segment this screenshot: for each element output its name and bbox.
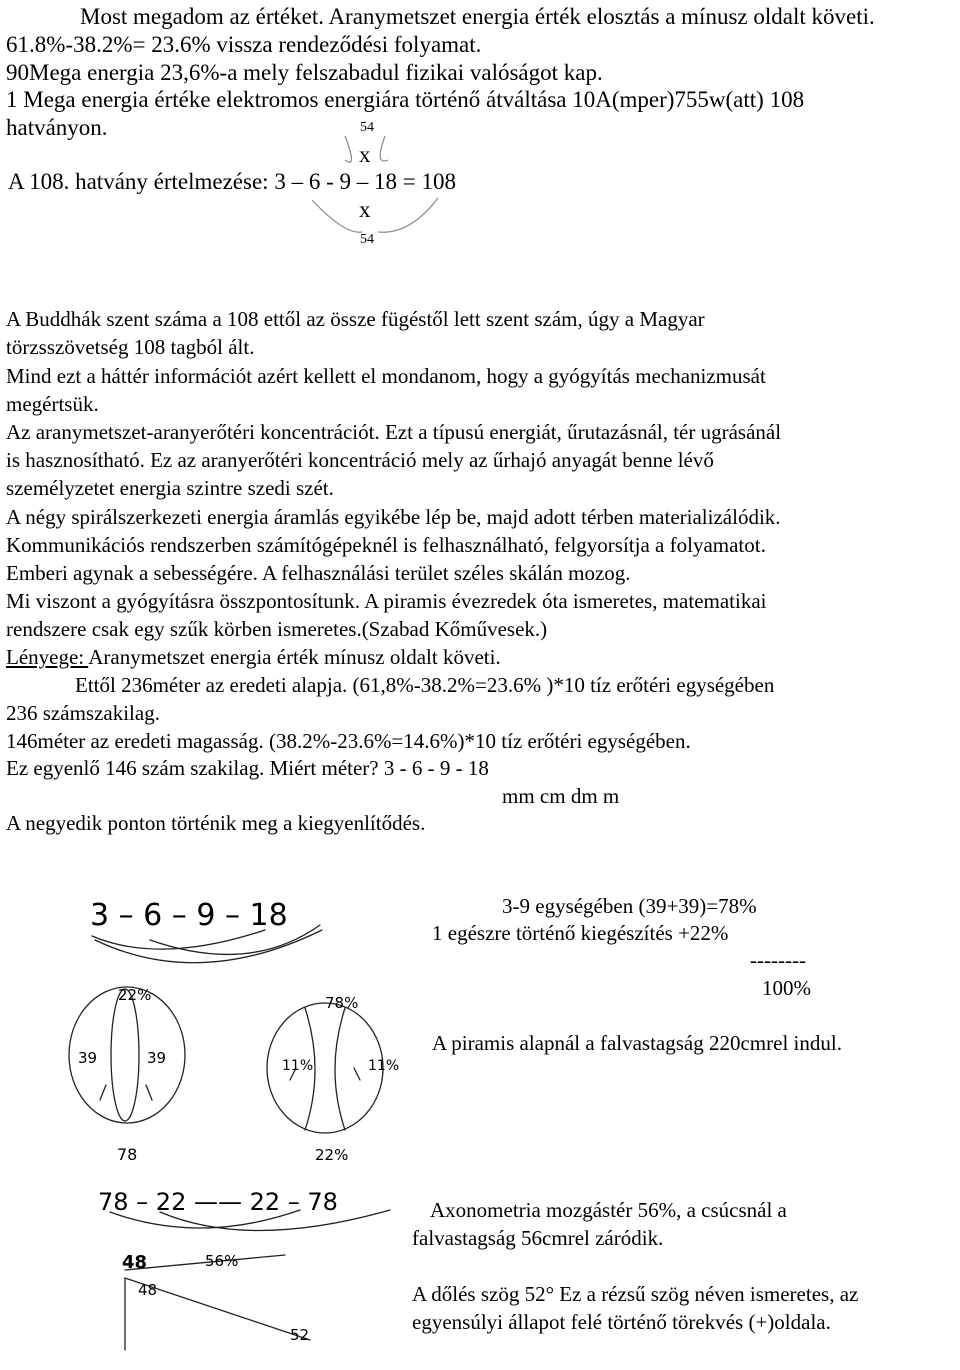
sketch-label: 48: [138, 1281, 158, 1299]
text-line: rendszere csak egy szűk körben ismeretes.(Szabad Kőművesek.): [6, 617, 548, 641]
text-line: 90Mega energia 23,6%-a mely felszabadul fizikai valóságot kap.: [6, 60, 603, 85]
text-line: 236 számszakilag.: [6, 701, 160, 725]
text-line: A dőlés szög 52° Ez a rézsű szög néven ismeretes, az: [412, 1282, 859, 1306]
text-line: Axonometria mozgástér 56%, a csúcsnál a: [430, 1198, 787, 1222]
divider-dashes: --------: [750, 948, 806, 972]
sketch-label: 78: [117, 1145, 138, 1164]
sketch-row: 78 – 22 —— 22 – 78: [98, 1188, 338, 1216]
text-line: falvastagság 56cmrel záródik.: [412, 1226, 664, 1250]
sketch-label: 52: [290, 1326, 310, 1344]
text-line: A Buddhák szent száma a 108 ettől az össze fügéstől lett szent szám, úgy a Magyar: [6, 307, 705, 331]
text-line: hatványon.: [6, 115, 108, 140]
sketch-label: 11%: [368, 1058, 400, 1074]
text-line: Ez egyenlő 146 szám szakilag. Miért méter? 3 - 6 - 9 - 18: [6, 756, 489, 780]
text-fragment: Aranymetszet energia érték mínusz oldalt követi.: [88, 645, 501, 669]
text-line: Ettől 236méter az eredeti alapja. (61,8%-38.2%=23.6% )*10 tíz erőtéri egységében: [75, 673, 775, 697]
text-line: 61.8%-38.2%= 23.6% vissza rendeződési folyamat.: [6, 32, 482, 57]
formula-top-number: 54: [360, 120, 374, 135]
formula-bottom-number: 54: [360, 232, 374, 247]
text-line: egyensúlyi állapot felé történő törekvés (+)oldala.: [412, 1310, 831, 1334]
text-line: törzsszövetség 108 tagból ált.: [6, 335, 255, 359]
sketch-label: 22%: [315, 1146, 349, 1164]
text-line: 1 Mega energia értéke elektromos energiára történő átváltása 10A(mper)755w(att) 108: [6, 87, 805, 112]
sketch-label: 11%: [282, 1058, 314, 1074]
formula-multiply: x: [359, 197, 371, 222]
text-line: Kommunikációs rendszerben számítógépeknél is felhasználható, felgyorsítja a folyamatot.: [6, 533, 766, 557]
text-line: megértsük.: [6, 392, 99, 416]
text-line: Emberi agynak a sebességére. A felhasználási terület széles skálán mozog.: [6, 561, 631, 585]
text-line: Mind ezt a háttér információt azért kellett el mondanom, hogy a gyógyítás mechanizmusát: [6, 364, 766, 388]
sketch-label: 48: [122, 1252, 148, 1273]
text-line: Most megadom az értéket. Aranymetszet energia érték elosztás a mínusz oldalt követi.: [80, 4, 875, 29]
text-line: A négy spirálszerkezeti energia áramlás egyikébe lép be, majd adott térben materializálódik.: [6, 505, 781, 529]
sketch-label: 39: [147, 1049, 167, 1067]
sketch-label: 78%: [325, 994, 359, 1012]
text-line: 1 egészre történő kiegészítés +22%: [432, 921, 729, 945]
text-line: 3-9 egységében (39+39)=78%: [502, 894, 757, 918]
sketch-label: 22%: [118, 986, 152, 1004]
text-line: A piramis alapnál a falvastagság 220cmrel indul.: [432, 1031, 842, 1055]
text-line: mm cm dm m: [502, 784, 620, 808]
text-line: 100%: [762, 976, 811, 1000]
text-line: 146méter az eredeti magasság. (38.2%-23.6%=14.6%)*10 tíz erőtéri egységében.: [6, 729, 691, 753]
text-line: Az aranymetszet-aranyerőtéri koncentrációt. Ezt a típusú energiát, űrutazásnál, tér ugrásánál: [6, 420, 782, 444]
sketch-sequence: 3 – 6 – 9 – 18: [90, 898, 288, 933]
sketch-label: 56%: [205, 1252, 239, 1270]
text-line: Mi viszont a gyógyításra összpontosítunk. A piramis évezredek óta ismeretes, matematikai: [6, 589, 767, 613]
underlined-label: Lényege:: [6, 645, 89, 669]
formula-line: A 108. hatvány értelmezése: 3 – 6 - 9 – 18 = 108: [8, 169, 456, 194]
formula-multiply: x: [359, 142, 371, 167]
text-line: is hasznosítható. Ez az aranyerőtéri koncentráció mely az űrhajó anyagát benne lévő: [6, 448, 714, 472]
text-line: személyzetet energia szintre szedi szét.: [6, 476, 334, 500]
sketch-label: 39: [78, 1049, 98, 1067]
text-line: A negyedik ponton történik meg a kiegyenlítődés.: [6, 811, 426, 835]
